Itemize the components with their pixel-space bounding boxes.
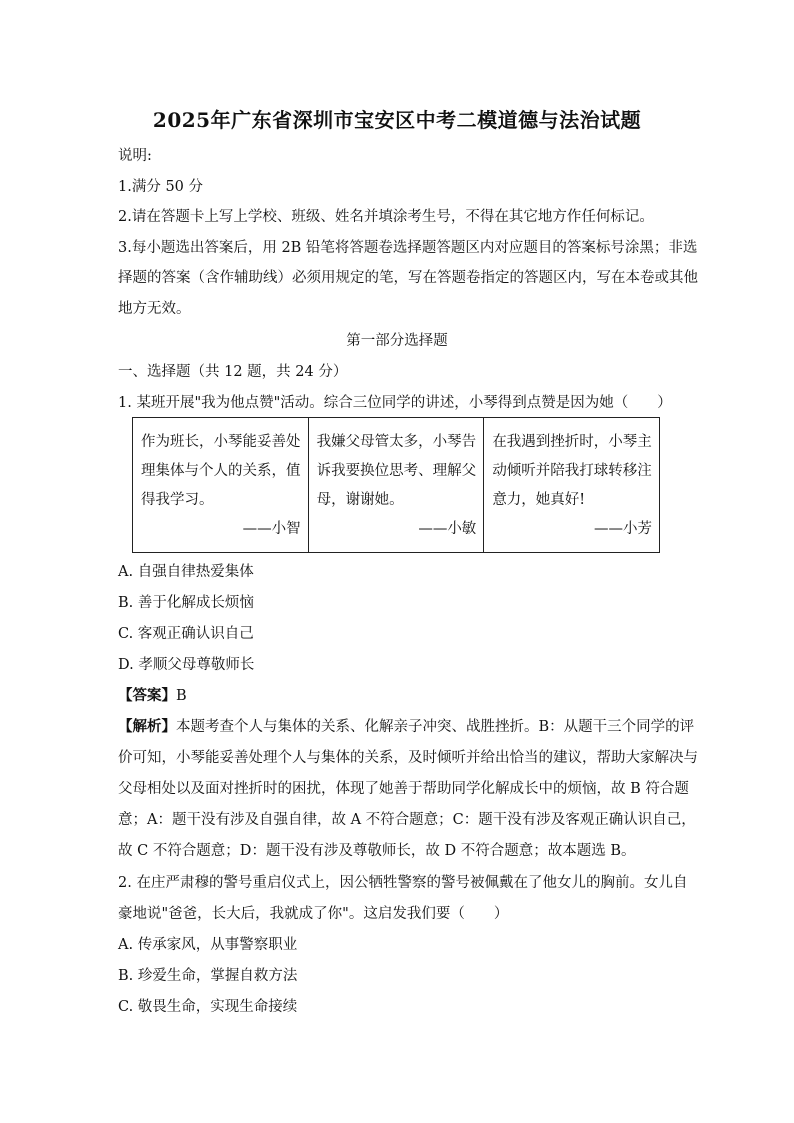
q1-option-c: C. 客观正确认识自己	[118, 626, 254, 642]
q1-quote-table	[132, 417, 660, 553]
q2-option-b: B. 珍爱生命，掌握自救方法	[118, 968, 298, 984]
notes-heading: 说明:	[118, 148, 152, 164]
quote-signature: ——小芳	[594, 521, 652, 537]
note-1: 1.满分 50 分	[118, 179, 204, 195]
page-title: 2025年广东省深圳市宝安区中考二模道德与法治试题	[152, 108, 642, 132]
section-heading: 一、选择题（共 12 题，共 24 分）	[118, 364, 348, 380]
q2-stem-line-2: 豪地说"爸爸，长大后，我就成了你"。这启发我们要（ ）	[118, 906, 509, 922]
answer-label: 【答案】	[118, 687, 176, 704]
q1-analysis-line-1	[118, 717, 695, 737]
q1-analysis-line-5: 故 C 不符合题意；D：题干没有涉及尊敬师长，故 D 不符合题意；故本题选 B。	[118, 843, 636, 859]
q1-answer	[118, 686, 678, 706]
quote-signature: ——小敏	[418, 521, 477, 537]
quote-line: 意力，她真好!	[492, 492, 586, 508]
q2-option-c: C. 敬畏生命，实现生命接续	[118, 999, 298, 1015]
q1-stem: 1. 某班开展"我为他点赞"活动。综合三位同学的讲述，小琴得到点赞是因为她（ ）	[118, 395, 672, 411]
quote-line: 诉我要换位思考、理解父	[316, 463, 477, 479]
quote-line: 作为班长，小琴能妥善处	[141, 434, 301, 450]
q2-stem-line-1: 2. 在庄严肃穆的警号重启仪式上，因公牺牲警察的警号被佩戴在了他女儿的胸前。女儿自	[118, 875, 688, 891]
q2-option-a: A. 传承家风，从事警察职业	[118, 937, 298, 953]
quote-cell-xiaozhi	[133, 418, 309, 553]
note-2: 2.请在答题卡上写上学校、班级、姓名并填涂考生号，不得在其它地方作任何标记。	[118, 209, 654, 225]
q1-option-d: D. 孝顺父母尊敬师长	[118, 657, 255, 673]
note-3-line-2: 择题的答案（含作辅助线）必须用规定的笔，写在答题卷指定的答题区内，写在本卷或其他	[118, 270, 698, 286]
quote-cell-xiaomin	[308, 418, 484, 553]
q1-analysis-line-2: 价可知，小琴能妥善处理个人与集体的关系，及时倾听并给出恰当的建议，帮助大家解决与	[118, 750, 698, 766]
q1-option-a: A. 自强自律热爱集体	[118, 564, 254, 580]
quote-cell-xiaofang	[484, 418, 660, 553]
answer-value: B	[176, 688, 187, 704]
analysis-text: 本题考查个人与集体的关系、化解亲子冲突、战胜挫折。B：从题干三个同学的评	[176, 719, 695, 735]
part-heading: 第一部分选择题	[346, 333, 448, 349]
quote-line: 在我遇到挫折时，小琴主	[492, 434, 652, 450]
quote-line: 我嫌父母管太多，小琴告	[316, 434, 477, 450]
quote-line: 得我学习。	[141, 492, 214, 508]
q1-analysis-line-3: 父母相处以及面对挫折时的困扰，体现了她善于帮助同学化解成长中的烦恼，故 B 符合题	[118, 781, 689, 797]
quote-line: 动倾听并陪我打球转移注	[492, 463, 652, 479]
note-3-line-1: 3.每小题选出答案后，用 2B 铅笔将答题卷选择题答题区内对应题目的答案标号涂黑；非选	[118, 240, 698, 256]
note-3-line-3: 地方无效。	[118, 301, 191, 317]
quote-line: 理集体与个人的关系，值	[141, 463, 301, 479]
quote-line: 母，谢谢她。	[316, 492, 404, 508]
analysis-label: 【解析】	[118, 718, 176, 735]
quote-signature: ——小智	[242, 521, 301, 537]
q1-analysis-line-4: 意；A：题干没有涉及自强自律，故 A 不符合题意；C：题干没有涉及客观正确认识自己，	[118, 812, 696, 828]
q1-option-b: B. 善于化解成长烦恼	[118, 595, 254, 611]
